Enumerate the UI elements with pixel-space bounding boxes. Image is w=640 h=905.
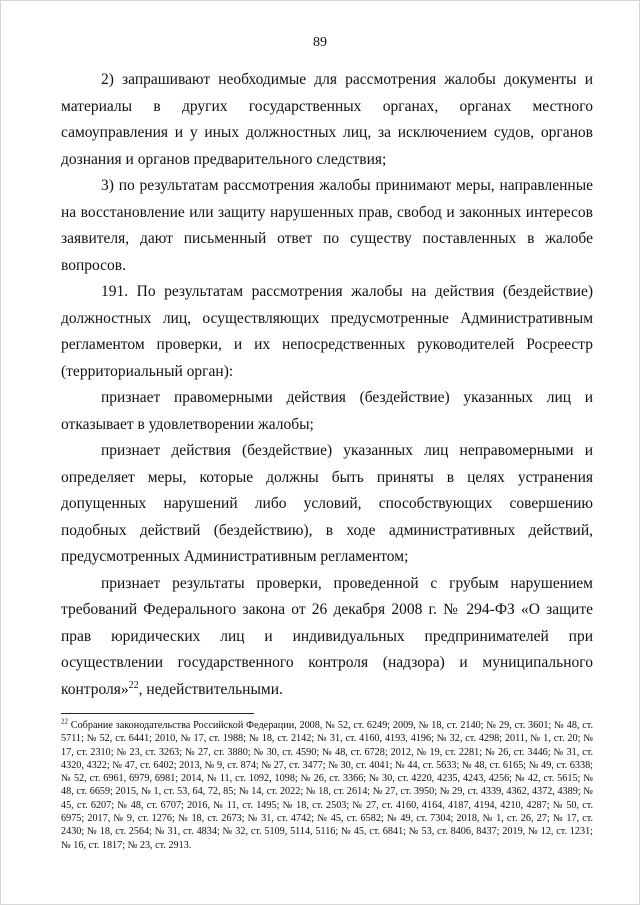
paragraph-invalid-results-text: признает результаты проверки, проведенной с грубым нарушением требований Федерального закона от 26 декабря 2008 г. № 294-ФЗ «О защите прав юридических лиц и индивидуальных предпринимателей при осуществлении государственного контроля (надзора) и муниципального контроля» [61,574,593,698]
paragraph-item-2: 2) запрашивают необходимые для рассмотрения жалобы документы и материалы в других государственных органах, органах местного самоуправления и у иных должностных лиц, за исключением судов, органов дознания и органов предварительного следствия; [61,71,593,168]
paragraph-lawful-actions: признает правомерными действия (бездействие) указанных лиц и отказывает в удовлетворении жалобы; [61,389,593,433]
paragraph-section-191: 191. По результатам рассмотрения жалобы на действия (бездействие) должностных лиц, осуществляющих предусмотренные Административным регламентом проверки, и их непосредственных руководителей Росреестр (территориальный орган): [61,283,593,380]
footnote-divider [61,713,254,714]
paragraph-item-3: 3) по результатам рассмотрения жалобы принимают меры, направленные на восстановление или защиту нарушенных прав, свобод и законных интересов заявителя, дают письменный ответ по существу поставленных в жалобе вопросов. [61,177,593,274]
footnote-text: Собрание законодательства Российской Федерации, 2008, № 52, ст. 6249; 2009, № 18, ст. 2140; № 29, ст. 3601; № 48, ст. 5711; № 52, ст. 6441; 2010, № 17, ст. 1988; № 18, ст. 2142; № 31, ст. 4160, 4193, 4196; № 32, ст. 4298; 2011, № 1, ст. 20; № 17, ст. 2310; № 23, ст. 3263; № 27, ст. 3880; № 30, ст. 4590; № 48, ст. 6728; 2012, № 19, ст. 2281; № 26, ст. 3446; № 31, ст. 4320, 4322; № 47, ст. 6402; 2013, № 9, ст. 874; № 27, ст. 3477; № 30, ст. 4041; № 44, ст. 5633; № 48, ст. 6165; № 49, ст. 6338; № 52, ст. 6961, 6979, 6981; 2014, № 11, ст. 1092, 1098; № 26, ст. 3366; № 30, ст. 4220, 4235, 4243, 4256; № 42, ст. 5615; № 48, ст. 6659; 2015, № 1, ст. 53, 64, 72, 85; № 14, ст. 2022; № 18, ст. 2614; № 27, ст. 3950; № 29, ст. 4339, 4362, 4372, 4389; № 45, ст. 6207; № 48, ст. 6707; 2016, № 11, ст. 1495; № 18, ст. 2503; № 27, ст. 4160, 4164, 4187, 4194, 4210, 4287; № 50, ст. 6975; 2017, № 9, ст. 1276; № 18, ст. 2673; № 31, ст. 4742; № 45, ст. 6582; № 49, ст. 7304; 2018, № 1, ст. 26, 27; № 17, ст. 2430; № 18, ст. 2564; № 31, ст. 4834; № 32, ст. 5109, 5114, 5116; № 45, ст. 6841; № 53, ст. 8406, 8437; 2019, № 12, ст. 1231; № 16, ст. 1817; № 23, ст. 2913. [61,720,593,851]
footnote [61,719,593,852]
paragraph-unlawful-actions: признает действия (бездействие) указанных лиц неправомерными и определяет меры, которые должны быть приняты в целях устранения допущенных нарушений либо условий, способствующих совершению подобных действий (бездействию), в ходе административных действий, предусмотренных Административным регламентом; [61,442,593,565]
paragraph-invalid-results [61,571,593,704]
page-number: 89 [313,35,327,50]
footnote-mark: 22 [61,717,68,726]
body-text [61,67,593,703]
paragraph-invalid-results-tail: , недействительными. [138,680,283,698]
footnote-reference[interactable]: 22 [128,679,139,691]
